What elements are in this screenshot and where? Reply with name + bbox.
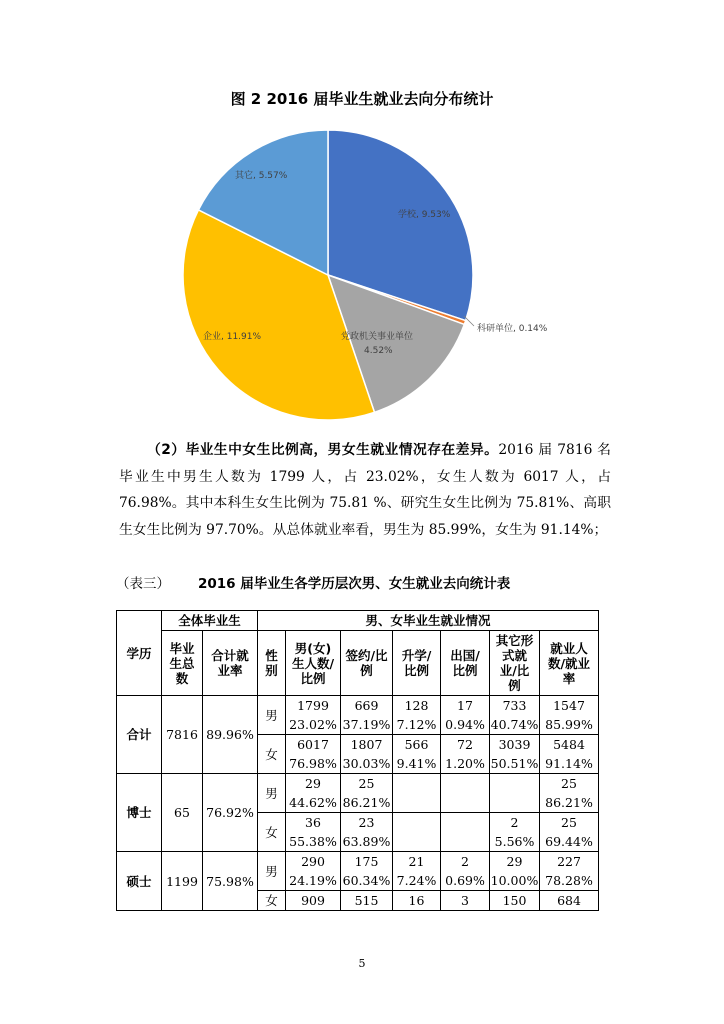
pct-cell: 55.38% bbox=[286, 832, 341, 852]
gender-cell: 女 bbox=[258, 891, 286, 911]
count-cell bbox=[393, 774, 441, 794]
count-cell: 150 bbox=[490, 891, 540, 911]
slice-label-government: 党政机关事业单位 bbox=[341, 332, 414, 342]
pct-cell: 40.74% bbox=[490, 715, 540, 735]
header-level: 学历 bbox=[117, 611, 162, 696]
level-cell: 硕士 bbox=[117, 852, 162, 911]
header-rate: 合计就业率 bbox=[203, 631, 258, 696]
rate-cell: 75.98% bbox=[203, 852, 258, 911]
total-cell: 65 bbox=[162, 774, 203, 852]
count-cell: 5484 bbox=[540, 735, 599, 755]
pct-cell: 30.03% bbox=[341, 754, 393, 774]
pct-cell: 5.56% bbox=[490, 832, 540, 852]
header-count: 男(女)生人数/比例 bbox=[286, 631, 341, 696]
count-cell: 733 bbox=[490, 696, 540, 716]
header-gender: 性别 bbox=[258, 631, 286, 696]
pct-cell: 63.89% bbox=[341, 832, 393, 852]
count-cell: 2 bbox=[490, 813, 540, 833]
pct-cell: 78.28% bbox=[540, 871, 599, 891]
pct-cell: 60.34% bbox=[341, 871, 393, 891]
pct-cell: 86.21% bbox=[540, 793, 599, 813]
pct-cell: 1.20% bbox=[441, 754, 490, 774]
slice-label-other: 其它, 5.57% bbox=[235, 171, 288, 181]
count-cell: 290 bbox=[286, 852, 341, 872]
count-cell: 175 bbox=[341, 852, 393, 872]
pct-cell: 0.94% bbox=[441, 715, 490, 735]
gender-cell: 男 bbox=[258, 852, 286, 891]
pct-cell: 7.24% bbox=[393, 871, 441, 891]
pct-cell: 50.51% bbox=[490, 754, 540, 774]
total-cell: 7816 bbox=[162, 696, 203, 774]
pct-cell: 9.41% bbox=[393, 754, 441, 774]
count-cell: 227 bbox=[540, 852, 599, 872]
employment-table bbox=[116, 610, 599, 911]
slice-label-research: 科研单位, 0.14% bbox=[477, 324, 548, 334]
header-all-graduates: 全体毕业生 bbox=[162, 611, 258, 631]
header-employed: 就业人数/就业率 bbox=[540, 631, 599, 696]
count-cell: 684 bbox=[540, 891, 599, 911]
count-cell: 6017 bbox=[286, 735, 341, 755]
count-cell: 515 bbox=[341, 891, 393, 911]
pct-cell: 0.69% bbox=[441, 871, 490, 891]
count-cell: 21 bbox=[393, 852, 441, 872]
gender-cell: 男 bbox=[258, 696, 286, 735]
count-cell bbox=[441, 813, 490, 833]
page-number: 5 bbox=[358, 957, 366, 970]
header-total: 毕业生总数 bbox=[162, 631, 203, 696]
pct-cell bbox=[441, 832, 490, 852]
count-cell: 16 bbox=[393, 891, 441, 911]
slice-label-government-pct: 4.52% bbox=[364, 346, 393, 356]
count-cell: 3039 bbox=[490, 735, 540, 755]
pie-chart bbox=[0, 0, 724, 430]
count-cell bbox=[441, 774, 490, 794]
level-cell: 合计 bbox=[117, 696, 162, 774]
pct-cell: 10.00% bbox=[490, 871, 540, 891]
count-cell: 29 bbox=[286, 774, 341, 794]
level-cell: 博士 bbox=[117, 774, 162, 852]
pct-cell: 37.19% bbox=[341, 715, 393, 735]
pct-cell: 85.99% bbox=[540, 715, 599, 735]
pct-cell: 69.44% bbox=[540, 832, 599, 852]
pct-cell bbox=[393, 832, 441, 852]
header-further: 升学/比例 bbox=[393, 631, 441, 696]
count-cell: 1547 bbox=[540, 696, 599, 716]
count-cell: 23 bbox=[341, 813, 393, 833]
count-cell: 909 bbox=[286, 891, 341, 911]
count-cell: 566 bbox=[393, 735, 441, 755]
count-cell: 17 bbox=[441, 696, 490, 716]
gender-cell: 女 bbox=[258, 813, 286, 852]
pct-cell bbox=[393, 793, 441, 813]
paragraph-text: 2016 届 7816 名毕业生中男生人数为 1799 人，占 23.02%，女生人数为 6017 人，占 76.98%。其中本科生女生比例为 75.81 %、研究生女生比例为 75.81%、高职生女生比例为 97.70%。从总体就业率看，男生为 85.99%，女生为 91.14%； bbox=[119, 442, 611, 538]
gender-cell: 女 bbox=[258, 735, 286, 774]
count-cell: 1807 bbox=[341, 735, 393, 755]
count-cell: 25 bbox=[540, 813, 599, 833]
gender-cell: 男 bbox=[258, 774, 286, 813]
slice-label-enterprise: 企业, 11.91% bbox=[203, 332, 262, 342]
pct-cell: 7.12% bbox=[393, 715, 441, 735]
count-cell: 72 bbox=[441, 735, 490, 755]
count-cell bbox=[490, 774, 540, 794]
count-cell: 29 bbox=[490, 852, 540, 872]
pct-cell: 23.02% bbox=[286, 715, 341, 735]
count-cell: 2 bbox=[441, 852, 490, 872]
pct-cell: 91.14% bbox=[540, 754, 599, 774]
header-signed: 签约/比例 bbox=[341, 631, 393, 696]
figure-title: 图 2 2016 届毕业生就业去向分布统计 bbox=[230, 90, 494, 108]
count-cell: 36 bbox=[286, 813, 341, 833]
count-cell: 1799 bbox=[286, 696, 341, 716]
pct-cell: 44.62% bbox=[286, 793, 341, 813]
pct-cell: 24.19% bbox=[286, 871, 341, 891]
pct-cell: 86.21% bbox=[341, 793, 393, 813]
paragraph-bold-lead: （2）毕业生中女生比例高，男女生就业情况存在差异。 bbox=[147, 442, 499, 458]
count-cell bbox=[393, 813, 441, 833]
rate-cell: 76.92% bbox=[203, 774, 258, 852]
table-label: （表三） bbox=[116, 576, 170, 592]
pct-cell bbox=[441, 793, 490, 813]
pct-cell bbox=[490, 793, 540, 813]
rate-cell: 89.96% bbox=[203, 696, 258, 774]
count-cell: 3 bbox=[441, 891, 490, 911]
table-title: 2016 届毕业生各学历层次男、女生就业去向统计表 bbox=[198, 576, 511, 592]
slice-label-school: 学校, 9.53% bbox=[398, 210, 451, 220]
total-cell: 1199 bbox=[162, 852, 203, 911]
pct-cell: 76.98% bbox=[286, 754, 341, 774]
count-cell: 669 bbox=[341, 696, 393, 716]
count-cell: 128 bbox=[393, 696, 441, 716]
count-cell: 25 bbox=[540, 774, 599, 794]
count-cell: 25 bbox=[341, 774, 393, 794]
header-gender-employment: 男、女毕业生就业情况 bbox=[258, 611, 599, 631]
header-abroad: 出国/比例 bbox=[441, 631, 490, 696]
body-paragraph bbox=[119, 437, 611, 543]
header-other: 其它形式就业/比例 bbox=[490, 631, 540, 696]
